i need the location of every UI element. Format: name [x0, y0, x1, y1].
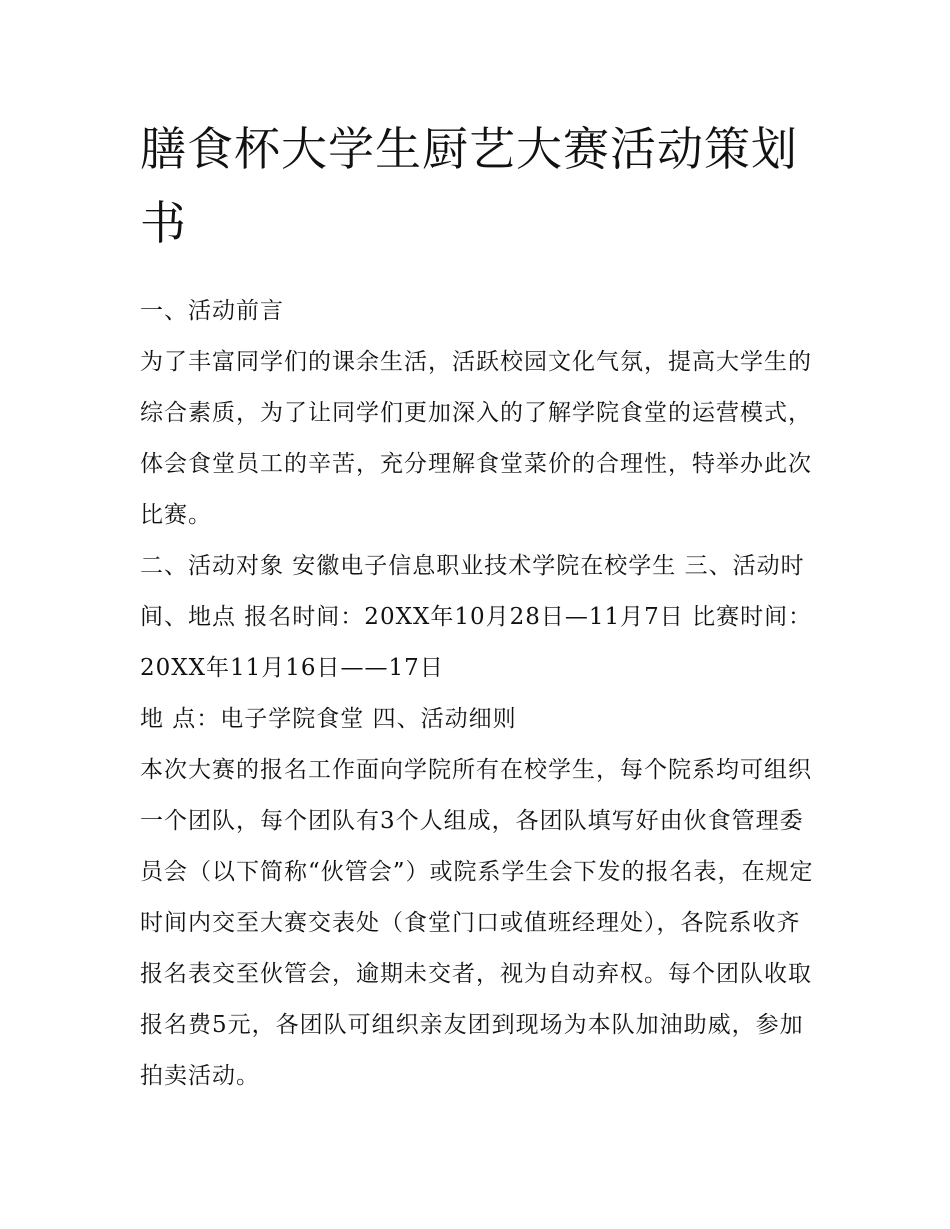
- paragraph-rules: 本次大赛的报名工作面向学院所有在校学生，每个院系均可组织一个团队，每个团队有3个人组成，各团队填写好由伙食管理委员会（以下简称“伙管会”）或院系学生会下发的报名表，在规定时间内交至大赛交表处（食堂门口或值班经理处），各院系收齐报名表交至伙管会，逾期未交者，视为自动弃权。每个团队收取报名费5元，各团队可组织亲友团到现场为本队加油助威，参加拍卖活动。: [140, 757, 814, 1089]
- document-page: [140, 112, 820, 1102]
- paragraph-location: 地 点：电子学院食堂 四、活动细则: [140, 706, 517, 732]
- document-body: [140, 286, 820, 1102]
- paragraph-target-and-time: 二、活动对象 安徽电子信息职业技术学院在校学生 三、活动时间、地点 报名时间：20XX年10月28日—11月7日 比赛时间：20XX年11月16日——17日: [140, 553, 813, 681]
- document-title: 膳食杯大学生厨艺大赛活动策划书: [140, 122, 798, 250]
- section-heading-preface: 一、活动前言: [140, 298, 284, 324]
- paragraph-preface: 为了丰富同学们的课余生活，活跃校园文化气氛，提高大学生的综合素质，为了让同学们更加深入的了解学院食堂的运营模式，体会食堂员工的辛苦，充分理解食堂菜价的合理性，特举办此次比赛。: [140, 349, 812, 528]
